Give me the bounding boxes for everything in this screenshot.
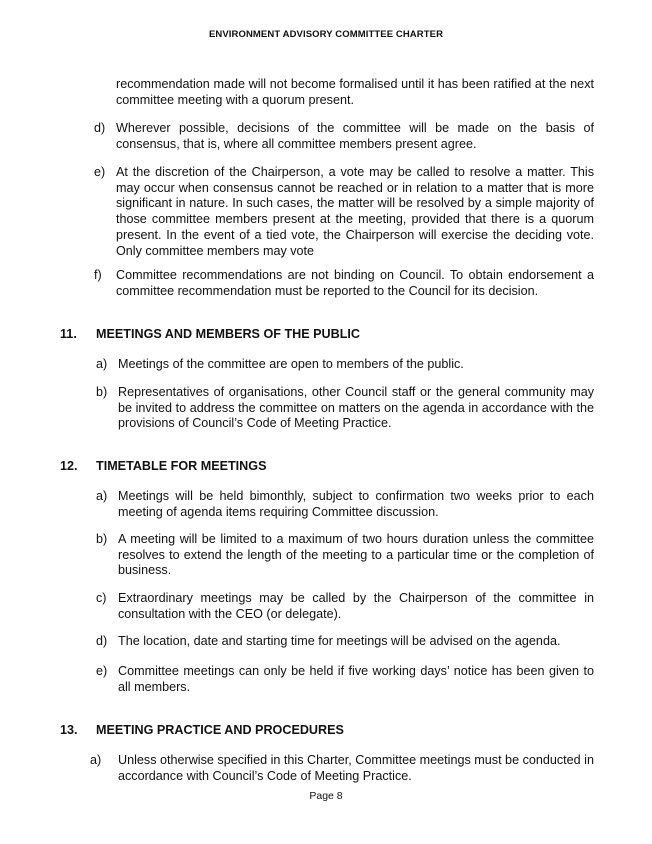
section-number: 11. (60, 327, 77, 341)
continuation-paragraph: recommendation made will not become formalised until it has been ratified at the next committee meeting with a quorum present. (116, 77, 594, 107)
item-label: a) (96, 357, 108, 371)
item-label: b) (96, 385, 108, 399)
section-title: MEETING PRACTICE AND PROCEDURES (96, 723, 344, 737)
item-label: c) (96, 591, 107, 605)
item-text: Meetings of the committee are open to members of the public. (118, 357, 464, 371)
item-text: Committee meetings can only be held if five working days’ notice has been given to all members. (118, 664, 594, 694)
page-number: Page 8 (309, 790, 343, 802)
item-text: At the discretion of the Chairperson, a vote may be called to resolve a matter. This may occur when consensus cannot be reached or in relation to a matter that is more significant in nature. In such cases, the matter will be resolved by a simple majority of those committee members present at the meeting, provided that there is a quorum present. In the event of a tied vote, the Chairperson will exercise the deciding vote. Only committee members may vote (116, 165, 594, 258)
document-header: ENVIRONMENT ADVISORY COMMITTEE CHARTER (208, 29, 444, 40)
item-label: a) (90, 753, 102, 767)
item-text: Wherever possible, decisions of the committee will be made on the basis of consensus, that is, where all committee members present agree. (116, 121, 594, 151)
item-text: The location, date and starting time for meetings will be advised on the agenda. (118, 634, 561, 648)
item-label: b) (96, 532, 108, 546)
section-title: TIMETABLE FOR MEETINGS (96, 459, 267, 473)
item-text: Representatives of organisations, other Council staff or the general community may be invited to address the committee on matters on the agenda in accordance with the provisions of Council’s Code of Meeting Practice. (118, 385, 594, 431)
item-text: Committee recommendations are not binding on Council. To obtain endorsement a committee recommendation must be reported to the Council for its decision. (116, 268, 594, 298)
item-label: e) (96, 664, 108, 678)
section-number: 12. (60, 459, 78, 473)
item-label: d) (94, 121, 106, 135)
item-label: a) (96, 489, 108, 503)
item-text: Unless otherwise specified in this Charter, Committee meetings must be conducted in accordance with Council’s Code of Meeting Practice. (118, 753, 594, 783)
item-text: Extraordinary meetings may be called by the Chairperson of the committee in consultation with the CEO (or delegate). (118, 591, 594, 621)
item-label: d) (96, 634, 108, 648)
item-text: A meeting will be limited to a maximum of two hours duration unless the committee resolves to extend the length of the meeting to a particular time or the completion of business. (118, 532, 594, 578)
section-number: 13. (60, 723, 78, 737)
item-label: f) (94, 268, 102, 282)
item-text: Meetings will be held bimonthly, subject to confirmation two weeks prior to each meeting of agenda items requiring Committee discussion. (118, 489, 594, 519)
section-title: MEETINGS AND MEMBERS OF THE PUBLIC (96, 327, 361, 341)
item-label: e) (94, 165, 106, 179)
